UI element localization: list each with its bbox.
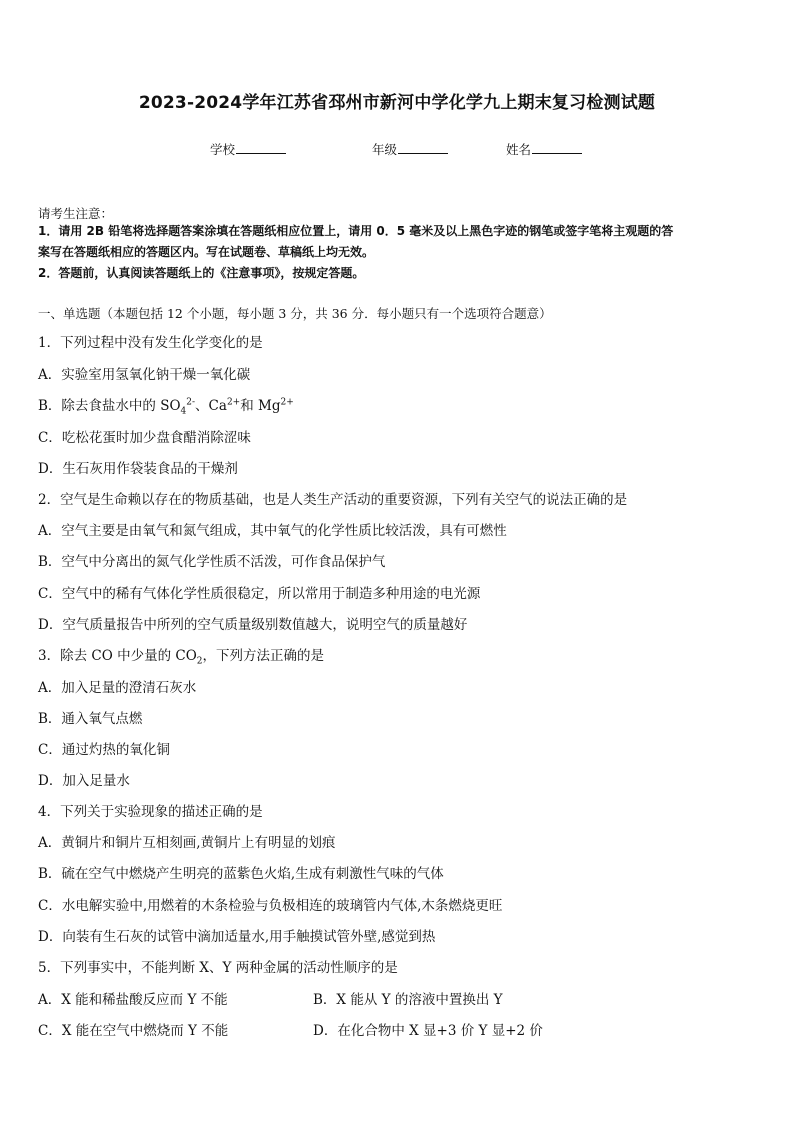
school-label: 学校 [210, 142, 236, 157]
grade-label: 年级 [372, 142, 398, 157]
q1-stem: 1．下列过程中没有发生化学变化的是 [38, 335, 263, 351]
q3-stem-sub: 2 [196, 656, 203, 667]
q1-b-mid: 、Ca [195, 398, 227, 414]
q1-b-sup2: 2+ [226, 397, 241, 408]
q2-option-b: B．空气中分离出的氮气化学性质不活泼，可作食品保护气 [38, 554, 386, 570]
q5-option-c: C．X 能在空气中燃烧而 Y 不能 [38, 1023, 229, 1039]
name-blank [532, 140, 582, 154]
q5-option-b: B．X 能从 Y 的溶液中置换出 Y [313, 992, 503, 1008]
q1-option-b [38, 394, 294, 417]
q1-b-sub: 4 [180, 406, 187, 417]
q2-stem: 2．空气是生命赖以存在的物质基础，也是人类生产活动的重要资源，下列有关空气的说法正确的是 [38, 492, 628, 508]
q1-b-pre: B．除去食盐水中的 SO [38, 398, 181, 414]
q4-option-d: D．向装有生石灰的试管中滴加适量水,用手触摸试管外壁,感觉到热 [38, 929, 436, 945]
q4-stem: 4．下列关于实验现象的描述正确的是 [38, 804, 263, 820]
q3-stem-pre: 3．除去 CO 中少量的 CO [38, 648, 197, 664]
school-blank [236, 140, 286, 154]
q5-stem: 5．下列事实中，不能判断 X、Y 两种金属的活动性顺序的是 [38, 960, 398, 976]
q4-option-a: A．黄铜片和铜片互相刻画,黄铜片上有明显的划痕 [38, 835, 336, 851]
q5-option-a: A．X 能和稀盐酸反应而 Y 不能 [38, 992, 228, 1008]
q2-option-a: A．空气主要是由氧气和氮气组成，其中氧气的化学性质比较活泼，具有可燃性 [38, 523, 507, 539]
notice-heading: 请考生注意： [38, 206, 114, 221]
name-field [506, 140, 582, 158]
school-field [210, 140, 286, 158]
notice-line-2: 案写在答题纸相应的答题区内。写在试题卷、草稿纸上均无效。 [38, 245, 375, 259]
q3-stem-post: ，下列方法正确的是 [202, 648, 324, 664]
q3-option-d: D．加入足量水 [38, 773, 130, 789]
notice-line-1: 1．请用 2B 铅笔将选择题答案涂填在答题纸相应位置上，请用 0．5 毫米及以上黑色字迹的钢笔或签字笔将主观题的答 [38, 224, 674, 238]
name-label: 姓名 [506, 142, 532, 157]
q1-b-and: 和 Mg [240, 398, 281, 414]
notice-line-3: 2．答题前，认真阅读答题纸上的《注意事项》，按规定答题。 [38, 266, 365, 280]
grade-blank [398, 140, 448, 154]
q1-option-d: D．生石灰用作袋装食品的干燥剂 [38, 461, 238, 477]
q3-option-b: B．通入氧气点燃 [38, 711, 143, 727]
q1-option-a: A．实验室用氢氧化钠干燥一氧化碳 [38, 367, 251, 383]
q3-stem [38, 644, 324, 667]
q1-b-sup3: 2+ [280, 397, 294, 408]
grade-field [372, 140, 448, 158]
q2-option-d: D．空气质量报告中所列的空气质量级别数值越大，说明空气的质量越好 [38, 617, 468, 633]
q4-option-c: C．水电解实验中,用燃着的木条检验与负极相连的玻璃管内气体,木条燃烧更旺 [38, 898, 503, 914]
q2-option-c: C．空气中的稀有气体化学性质很稳定，所以常用于制造多种用途的电光源 [38, 586, 481, 602]
q1-b-sup1: 2- [186, 397, 196, 408]
section-heading: 一、单选题（本题包括 12 个小题，每小题 3 分，共 36 分．每小题只有一个选项符合题意） [38, 306, 552, 321]
q3-option-a: A．加入足量的澄清石灰水 [38, 680, 197, 696]
student-info-row [0, 140, 794, 160]
page-title: 2023-2024学年江苏省邳州市新河中学化学九上期末复习检测试题 [138, 93, 656, 113]
q3-option-c: C．通过灼热的氧化铜 [38, 742, 170, 758]
q5-option-d: D．在化合物中 X 显+3 价 Y 显+2 价 [313, 1023, 543, 1039]
q4-option-b: B．硫在空气中燃烧产生明亮的蓝紫色火焰,生成有刺激性气味的气体 [38, 866, 444, 882]
q1-option-c: C．吃松花蛋时加少盘食醋消除涩味 [38, 430, 251, 446]
